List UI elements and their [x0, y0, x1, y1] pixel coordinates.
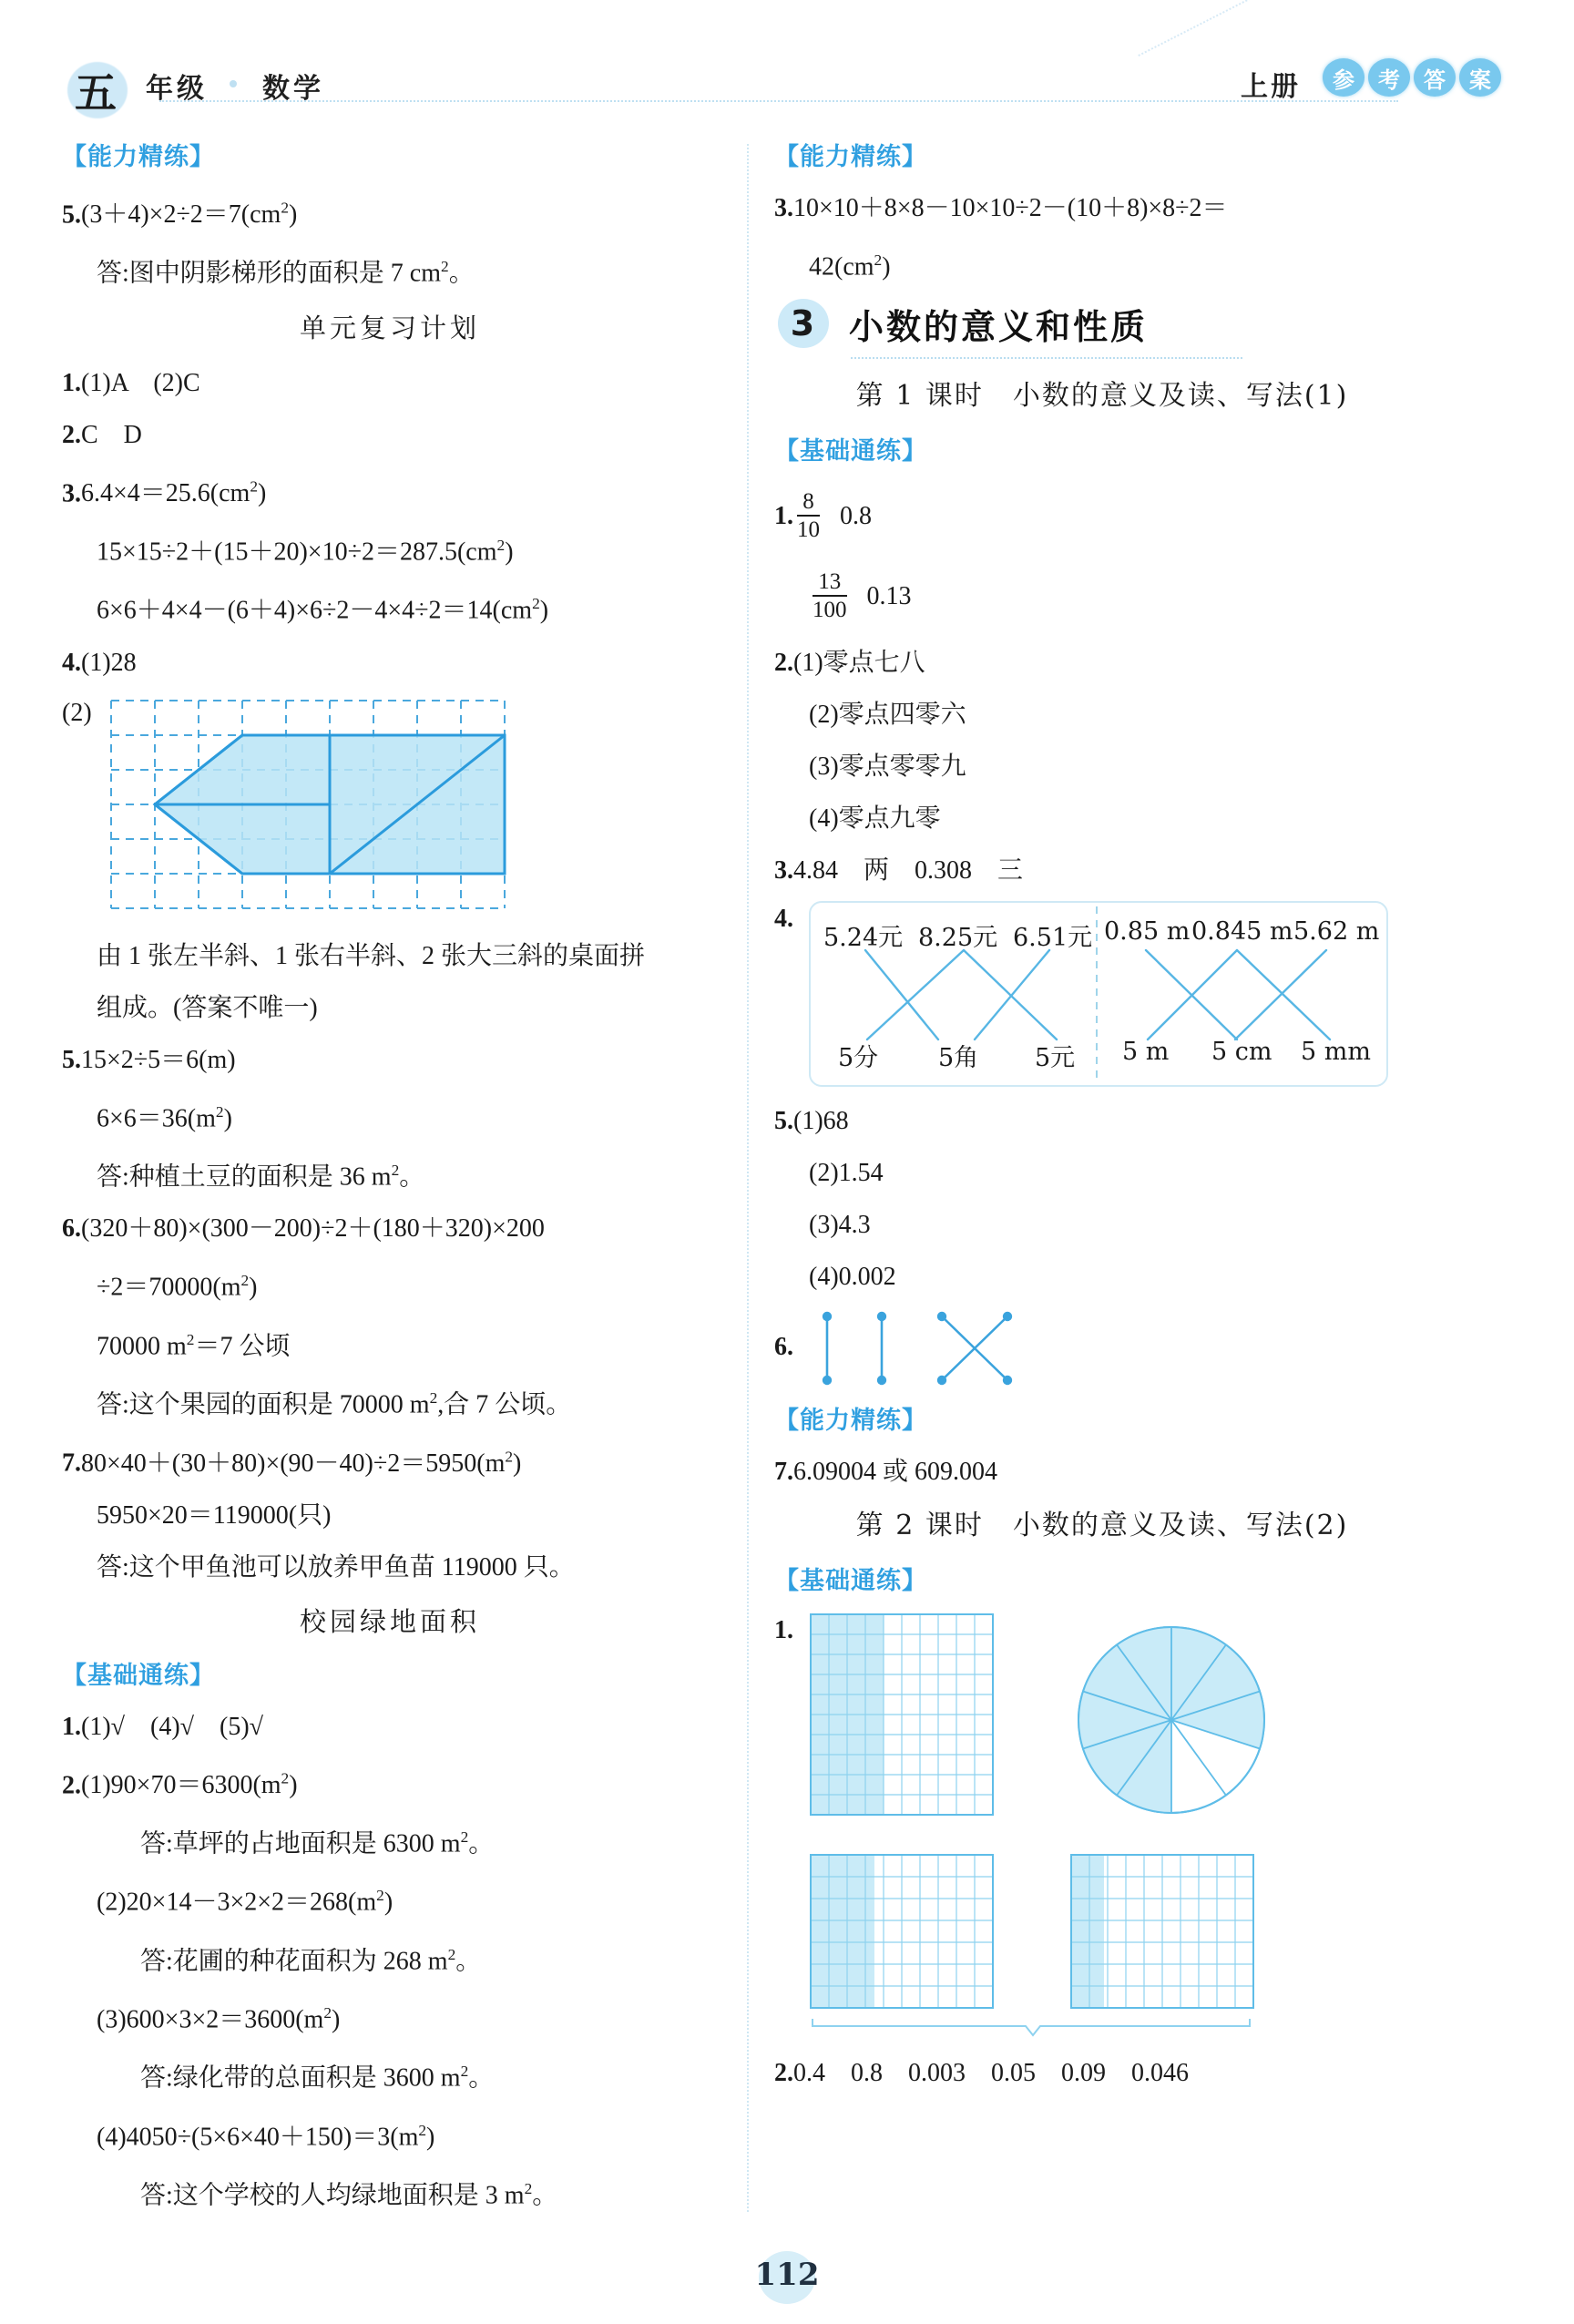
grade-badge: [62, 56, 129, 124]
item-5-expression: $(3+4)\times 2\div 2=7(cm^2)$: [81, 200, 298, 230]
right-answer-item-2: [774, 641, 1430, 684]
basic-item-2-part1-response: 答:草坪的占地面积是 6300 $m^2$。: [140, 1827, 495, 1858]
right-item-5-part4: (4)0.002: [809, 1263, 896, 1292]
item-number: 6.: [774, 1333, 793, 1362]
item-number: 3.: [774, 194, 793, 222]
figure-tangram-grid: [62, 693, 718, 926]
right-item-3-line-1: 10×10＋8×8－10×10÷2－(10＋8)×8÷2＝: [793, 194, 1228, 222]
right-item-1-decimal-1: 0.8: [840, 502, 872, 531]
header-separator-dot: [230, 80, 237, 87]
item-number: 1.: [774, 502, 793, 531]
right-item-1-decimal-2: 0.13: [866, 582, 912, 611]
right-basic-item-2: [774, 2052, 1430, 2094]
right-answer-item-6: [774, 1307, 1430, 1395]
item-number: 5.: [62, 200, 81, 230]
basic-item-2-part1: $(1)90\times 70=6300(m^2)$: [81, 1769, 298, 1799]
right-item-1-row-1: [774, 481, 1430, 552]
match-label-bottom-left-2: 5角: [938, 1044, 979, 1073]
item-5b-line-2: $6\times 6=36(m^2)$: [97, 1102, 232, 1132]
item-number: 2.: [62, 420, 81, 449]
item-number: 6.: [62, 1214, 81, 1244]
lesson-1-title: 第 1 课时 小数的意义及读、写法(1): [855, 380, 1349, 413]
answer-item-5-response: 答:图中阴影梯形的面积是 7 $cm^2$。: [97, 258, 475, 288]
page-number-text: 112: [754, 2257, 820, 2293]
fraction-denominator: 100: [813, 595, 847, 623]
match-label-top-left-2: 8.25元: [918, 924, 998, 953]
right-item-2-part3: (3)零点零零九: [809, 752, 966, 782]
item-1-text: (1)A (2)C: [81, 368, 200, 397]
answer-item-6: [62, 1207, 718, 1250]
match-label-top-right-2: 0.845 m: [1191, 917, 1293, 947]
dot-matching-figure: [814, 1307, 1088, 1391]
fraction-denominator: 10: [797, 515, 820, 543]
tag-ability-practice-right: 【能力精练】: [774, 143, 927, 171]
match-label-bottom-right-3: 5 mm: [1301, 1038, 1371, 1067]
right-item-2-part2: (2)零点四零六: [809, 701, 966, 730]
tag-basic-practice-right: 【基础通练】: [774, 437, 927, 466]
item-number: 1.: [774, 1616, 793, 1645]
item-number: 3.: [774, 856, 793, 886]
tag-ability-practice: 【能力精练】: [62, 143, 215, 171]
answer-item-2: [62, 414, 718, 456]
item-7-response: 答:这个甲鱼池可以放养甲鱼苗 119000 只。: [97, 1552, 575, 1582]
basic-item-2-part2-response: 答:花圃的种花面积为 268 $m^2$。: [140, 1945, 482, 1975]
item-7-line-2: 5950×20＝119000(只): [97, 1500, 332, 1530]
fraction-8-over-10: [797, 489, 820, 543]
grade-char: 五: [75, 68, 117, 118]
decimal-models-svg: [807, 1611, 1390, 2039]
answer-item-5b: [62, 1039, 718, 1081]
dot-matching-svg: [814, 1307, 1078, 1391]
page-number: [0, 2257, 1574, 2293]
fraction-numerator: 8: [802, 489, 814, 515]
lesson-2-title: 第 2 课时 小数的意义及读、写法(2): [855, 1510, 1349, 1542]
fraction-numerator: 13: [818, 569, 842, 595]
right-answer-item-7: [774, 1450, 1430, 1493]
item-7-line-1: $80\times 40+(30+80)\times(90-40)\div 2=5950(m^2)$: [81, 1448, 522, 1478]
item-number: 5.: [62, 1045, 81, 1074]
right-item-3b-text: 4.84 两 0.308 三: [793, 856, 1024, 886]
grid-model-c: [811, 1855, 993, 2008]
answer-item-7: [62, 1435, 718, 1484]
match-label-bottom-left-3: 5元: [1035, 1044, 1076, 1073]
item-number: 4.: [62, 648, 81, 677]
column-divider: [747, 144, 751, 2212]
right-answer-item-5: [774, 1100, 1430, 1142]
basic-item-2-part4: $(4)4050\div(5\times 6\times 40+150)=3(m^2)$: [97, 2121, 435, 2151]
unit-number: 3: [790, 303, 815, 344]
circle-model: [1078, 1627, 1264, 1813]
tag-basic-practice-right-2: 【基础通练】: [774, 1567, 927, 1596]
grouping-brace: [813, 2019, 1250, 2035]
unit-number-badge: [774, 297, 831, 350]
match-label-top-left-3: 6.51元: [1013, 924, 1093, 953]
right-item-1-row-2: [774, 561, 1430, 632]
right-item-3-line-2: $42(cm^2)$: [809, 251, 891, 282]
badge-char-4: 案: [1459, 58, 1501, 97]
right-item-7-text: 6.09004 或 609.004: [793, 1458, 998, 1487]
section-title-unit-review: 单元复习计划: [299, 312, 480, 343]
grid-model-a: [811, 1614, 993, 1815]
badge-char-1: 参: [1323, 58, 1364, 97]
match-label-top-left-1: 5.24元: [823, 924, 904, 953]
header-subject: 数学: [262, 73, 324, 105]
item-number: 3.: [62, 478, 81, 507]
right-item-2-part1: (1)零点七八: [793, 649, 925, 678]
header-dotted-rule-diagonal: [1138, 0, 1261, 57]
item-3-line-1: $6.4\times 4=25.6(cm^2)$: [81, 477, 267, 507]
match-label-top-right-3: 5.62 m: [1293, 917, 1380, 947]
answer-item-1: [62, 362, 718, 404]
item-number: 1.: [62, 1712, 81, 1741]
tangram-grid-svg: [102, 693, 521, 921]
right-item-5-part1: (1)68: [793, 1107, 849, 1136]
right-item-5-part3: (3)4.3: [809, 1211, 871, 1240]
item-4-caption-line-1: 由 1 张左半斜、1 张右半斜、2 张大三斜的桌面拼: [97, 941, 646, 970]
badge-char-3: 答: [1414, 58, 1456, 97]
basic-item-2-part3: $(3)600\times 3\times 2=3600(m^2)$: [97, 2003, 341, 2034]
header-grade-label: 年级: [146, 73, 208, 105]
unit-title: 小数的意义和性质: [849, 306, 1149, 347]
matching-exercise-box: [809, 901, 1388, 1087]
basic-item-2-part2: $(2)20\times 14-3\times 2\times 2=268(m^2)$: [97, 1887, 394, 1917]
decimal-model-figures: [807, 1611, 1390, 2048]
item-number: 1.: [62, 368, 81, 397]
item-number: 2.: [774, 2059, 793, 2088]
right-answer-item-4: [774, 901, 1430, 1087]
header-dotted-rule: [159, 100, 1398, 103]
tag-ability-practice-right-2: 【能力精练】: [774, 1407, 927, 1436]
item-2-text: C D: [81, 420, 142, 449]
item-4-caption-line-2: 组成。(答案不唯一): [97, 993, 318, 1022]
page-header: [0, 0, 1574, 137]
right-basic-item-2-text: 0.4 0.8 0.003 0.05 0.09 0.046: [793, 2059, 1190, 2088]
item-number: 2.: [62, 1770, 81, 1799]
right-item-5-part2: (2)1.54: [809, 1159, 884, 1188]
item-5b-response: 答:种植土豆的面积是 36 $m^2$。: [97, 1161, 425, 1192]
grid-model-d: [1071, 1855, 1253, 2008]
match-label-bottom-left-1: 5分: [838, 1044, 879, 1073]
answer-key-badge: [1323, 58, 1501, 97]
item-6-line-2: $\div 2=70000(m^2)$: [97, 1272, 258, 1302]
left-column: [62, 137, 718, 2226]
answer-item-4: [62, 641, 718, 684]
fraction-13-over-100: [813, 569, 847, 623]
item-6-response: 答:这个果园的面积是 70000 $m^2$,合 7 公顷。: [97, 1388, 572, 1419]
section-title-campus-green: 校园绿地面积: [299, 1605, 480, 1637]
item-4-line-1: (1)28: [81, 648, 137, 677]
right-column: [774, 137, 1430, 2104]
unit-title-underline: [851, 357, 1242, 360]
item-4-part2-label: (2): [62, 698, 92, 727]
right-basic-item-1: [774, 1611, 1430, 2048]
tag-basic-practice: 【基础通练】: [62, 1661, 215, 1690]
right-answer-item-3b: [774, 849, 1430, 892]
item-5b-line-1: 15×2÷5＝6(m): [81, 1045, 236, 1074]
basic-item-1: [62, 1705, 718, 1748]
basic-item-1-text: (1)√ (4)√ (5)√: [81, 1712, 264, 1741]
answer-item-3: [62, 466, 718, 515]
unit-heading: [774, 297, 1430, 350]
match-label-bottom-right-1: 5 m: [1122, 1038, 1170, 1067]
item-3-line-3: $6\times 6+4\times 4-(6+4)\times 6\div 2-4\times 4\div 2=14(cm^2)$: [97, 595, 549, 625]
right-answer-item-3: [774, 187, 1430, 230]
basic-item-2: [62, 1757, 718, 1807]
match-label-top-right-1: 0.85 m: [1104, 917, 1191, 947]
item-number: 7.: [62, 1449, 81, 1478]
basic-item-2-part3-response: 答:绿化带的总面积是 3600 $m^2$。: [140, 2063, 495, 2093]
match-label-bottom-right-2: 5 cm: [1211, 1038, 1272, 1067]
badge-char-2: 考: [1368, 58, 1410, 97]
item-number: 7.: [774, 1458, 793, 1487]
item-number: 2.: [774, 649, 793, 678]
basic-item-2-part4-response: 答:这个学校的人均绿地面积是 3 $m^2$。: [140, 2179, 558, 2210]
answer-item-5: [62, 187, 718, 236]
item-number: 5.: [774, 1107, 793, 1136]
item-3-line-2: $15\times 15\div 2+(15+20)\times 10\div 2=287.5(cm^2)$: [97, 536, 514, 567]
item-6-line-3: 70000 $m^2=7$ 公顷: [97, 1330, 291, 1360]
header-volume: 上册: [1241, 71, 1301, 103]
item-6-line-1: (320＋80)×(300－200)÷2＋(180＋320)×200: [81, 1214, 545, 1244]
item-number: 4.: [774, 905, 793, 934]
right-item-2-part4: (4)零点九零: [809, 804, 941, 834]
